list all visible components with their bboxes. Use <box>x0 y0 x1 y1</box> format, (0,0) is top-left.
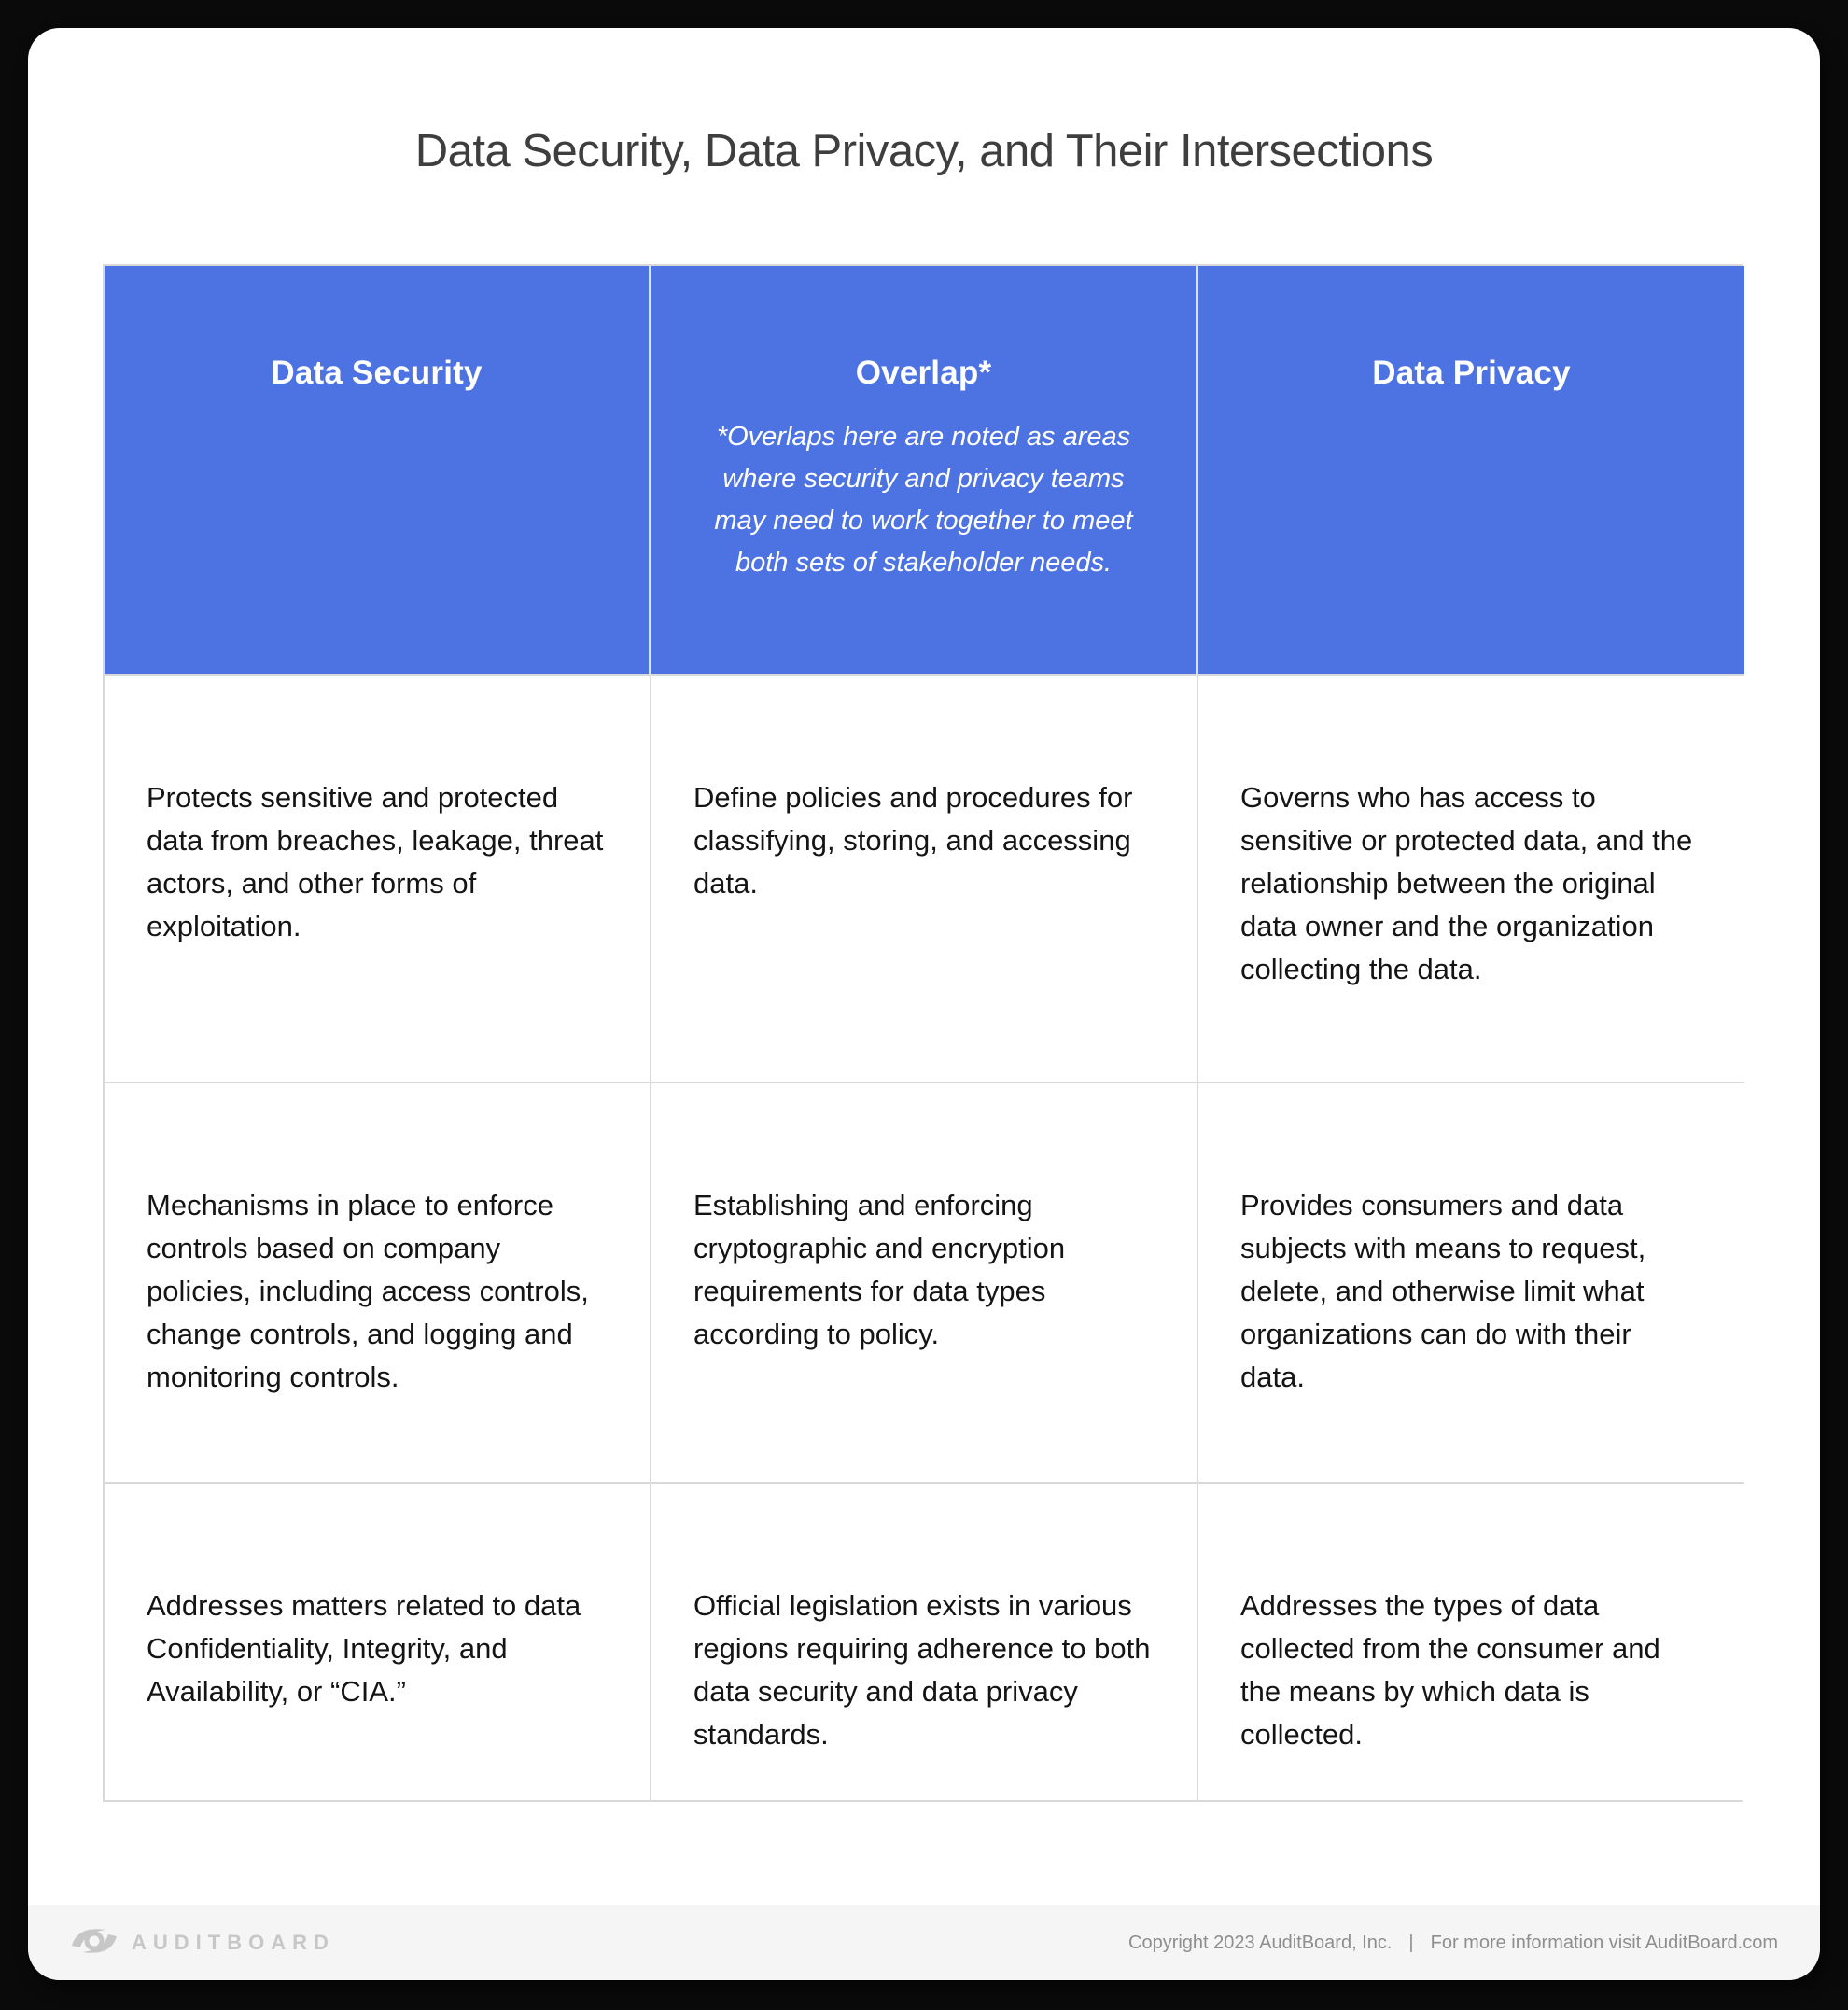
cell-text: Addresses matters related to data Confidentiality, Integrity, and Availability, or “CIA.” <box>147 1589 581 1708</box>
cell-text: Protects sensitive and protected data from breaches, leakage, threat actors, and other forms of exploitation. <box>147 781 604 942</box>
table-cell-privacy-row3 <box>1198 1484 1744 1800</box>
comparison-table <box>103 264 1743 1802</box>
table-cell-privacy-row1 <box>1198 676 1744 1083</box>
auditboard-mark-icon <box>70 1925 119 1961</box>
cell-text: Mechanisms in place to enforce controls based on company policies, including access controls, change controls, and logging and monitoring controls. <box>147 1189 589 1393</box>
auditboard-wordmark: AUDITBOARD <box>132 1931 335 1954</box>
table-cell-overlap-row2 <box>651 1083 1198 1484</box>
column-header-label: Overlap* <box>855 355 992 391</box>
column-header-data-security <box>105 266 651 676</box>
table-cell-security-row1 <box>105 676 651 1083</box>
column-header-data-privacy <box>1198 266 1744 676</box>
footer <box>28 1905 1820 1980</box>
table-cell-overlap-row1 <box>651 676 1198 1083</box>
cell-text: Provides consumers and data subjects with means to request, delete, and otherwise limit what organizations can do with their data. <box>1240 1189 1646 1393</box>
cell-text: Official legislation exists in various regions requiring adherence to both data security and data privacy standards. <box>693 1589 1151 1751</box>
column-header-label: Data Privacy <box>1372 355 1571 391</box>
table-cell-security-row2 <box>105 1083 651 1484</box>
table-cell-privacy-row2 <box>1198 1083 1744 1484</box>
cell-text: Define policies and procedures for classifying, storing, and accessing data. <box>693 781 1133 900</box>
column-header-overlap <box>651 266 1198 676</box>
column-header-label: Data Security <box>271 355 483 391</box>
cell-text: Addresses the types of data collected from the consumer and the means by which data is collected. <box>1240 1589 1660 1751</box>
footer-separator: | <box>1408 1932 1414 1953</box>
table-cell-overlap-row3 <box>651 1484 1198 1800</box>
content-card <box>28 28 1820 1980</box>
cell-text: Establishing and enforcing cryptographic and encryption requirements for data types according to policy. <box>693 1189 1066 1350</box>
auditboard-logo <box>70 1925 335 1961</box>
footer-info-text: For more information visit AuditBoard.com <box>1430 1932 1778 1953</box>
cell-text: Governs who has access to sensitive or protected data, and the relationship between the original data owner and the organization collecting the data. <box>1240 781 1693 985</box>
copyright-text: Copyright 2023 AuditBoard, Inc. <box>1128 1932 1393 1953</box>
page-title: Data Security, Data Privacy, and Their Intersections <box>414 126 1434 176</box>
table-cell-security-row3 <box>105 1484 651 1800</box>
footer-copyright <box>1128 1933 1778 1954</box>
overlap-footnote: *Overlaps here are noted as areas where security and privacy teams may need to work together to meet both sets of stakeholder needs. <box>714 422 1133 578</box>
